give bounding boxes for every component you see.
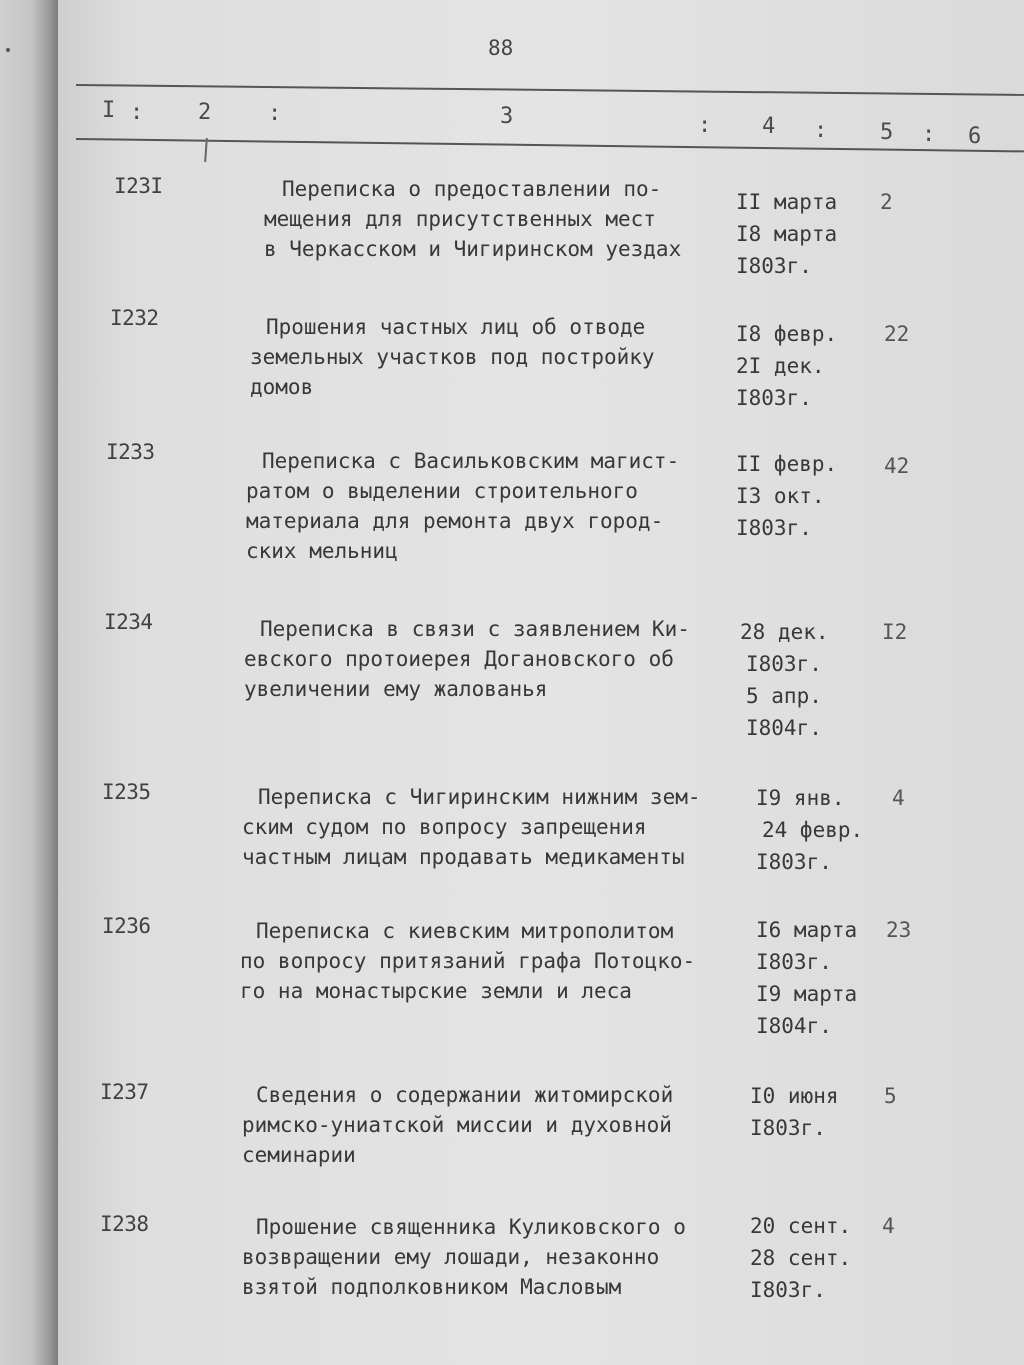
entry-date-line: I803г.	[756, 850, 832, 874]
entry-title-line: домов	[250, 375, 314, 399]
entry-date-line: I803г.	[746, 652, 822, 676]
ink-speck	[6, 48, 10, 52]
entry-date-line: 20 сент.	[750, 1214, 852, 1238]
entry-title	[250, 312, 655, 402]
entry-date-line: I804г.	[756, 1014, 832, 1038]
entry-date-line: 5 апр.	[746, 684, 822, 708]
entry-sheet-count: 22	[884, 322, 910, 346]
header-col-6: 6	[968, 124, 982, 149]
entry-title	[246, 446, 680, 566]
entry-date-line: II февр.	[736, 452, 838, 476]
header-col-4: 4	[762, 114, 776, 139]
entry-date-line: I9 марта	[756, 982, 858, 1006]
entry-date-line: I0 июня	[750, 1084, 839, 1108]
entry-title-line: Переписка в связи с заявлением Ки-	[260, 617, 690, 641]
entry-date-line: 2I дек.	[736, 354, 825, 378]
header-separator: :	[268, 101, 282, 126]
entry-number: I234	[104, 610, 153, 634]
entry-title-line: Переписка с Васильковским магист-	[262, 449, 680, 473]
entry-number: I238	[100, 1212, 149, 1236]
entry-title	[242, 782, 701, 872]
entry-title-line: по вопросу притязаний графа Потоцко-	[240, 949, 696, 973]
entry-date-line: I6 марта	[756, 918, 858, 942]
entry-number: I237	[100, 1080, 149, 1104]
entry-title-line: ских мельниц	[246, 539, 398, 563]
page-number: 88	[488, 36, 514, 60]
entry-title-line: Сведения о содержании житомирской	[256, 1083, 674, 1107]
entry-date-line: I803г.	[736, 516, 812, 540]
entry-title-line: мещения для присутственных мест	[264, 207, 656, 231]
entry-date-line: 28 сент.	[750, 1246, 852, 1270]
entry-date-line: I3 окт.	[736, 484, 825, 508]
entry-date-line: I803г.	[736, 254, 812, 278]
entry-title-line: Переписка с киевским митрополитом	[256, 919, 674, 943]
entry-dates	[736, 186, 837, 282]
entry-sheet-count: 4	[882, 1214, 895, 1238]
entry-title-line: ратом о выделении строительного	[246, 479, 638, 503]
entry-title-line: взятой подполковником Масловым	[242, 1275, 622, 1299]
entry-title-line: римско-униатской миссии и духовной	[242, 1113, 672, 1137]
entry-title	[242, 1212, 686, 1302]
entry-number: I23I	[114, 174, 163, 198]
header-separator: :	[698, 113, 712, 138]
entry-date-line: I803г.	[736, 386, 812, 410]
entry-date-line: I803г.	[750, 1278, 826, 1302]
entry-date-line: I9 янв.	[756, 786, 845, 810]
entry-title-line: евского протоиерея Догановского об	[244, 647, 674, 671]
entry-title	[242, 1080, 674, 1170]
entry-number: I236	[102, 914, 151, 938]
header-separator: :	[130, 100, 144, 125]
entry-title-line: материала для ремонта двух город-	[246, 509, 664, 533]
entry-title-line: в Черкасском и Чигиринском уездах	[264, 237, 682, 261]
entry-sheet-count: 2	[880, 190, 893, 214]
entry-date-line: 24 февр.	[762, 818, 864, 842]
entry-title-line: увеличении ему жалованья	[244, 677, 548, 701]
entry-title-line: семинарии	[242, 1143, 356, 1167]
entry-date-line: II марта	[736, 190, 838, 214]
entry-dates	[736, 318, 837, 414]
entry-dates	[756, 914, 857, 1042]
entry-date-line: I8 февр.	[736, 322, 838, 346]
entry-title	[244, 614, 690, 704]
entry-dates	[750, 1210, 851, 1306]
entry-sheet-count: 42	[884, 454, 910, 478]
entry-date-line: I8 марта	[736, 222, 838, 246]
entry-title	[240, 916, 696, 1006]
entry-dates	[740, 616, 829, 744]
entry-title-line: частным лицам продавать медикаменты	[242, 845, 685, 869]
entry-date-line: I803г.	[756, 950, 832, 974]
entry-number: I235	[102, 780, 151, 804]
entry-date-line: 28 дек.	[740, 620, 829, 644]
entry-dates	[756, 782, 863, 878]
entry-dates	[736, 448, 837, 544]
page-binding-edge	[0, 0, 58, 1365]
entry-number: I233	[106, 440, 155, 464]
entry-title-line: ским судом по вопросу запрещения	[242, 815, 647, 839]
entry-date-line: I803г.	[750, 1116, 826, 1140]
header-separator: :	[922, 122, 936, 147]
entry-dates	[750, 1080, 839, 1144]
entry-title-line: го на монастырские земли и леса	[240, 979, 632, 1003]
entry-title-line: земельных участков под постройку	[250, 345, 655, 369]
entry-title-line: возвращении ему лошади, незаконно	[242, 1245, 660, 1269]
header-separator: :	[814, 118, 828, 143]
entry-title-line: Прошения частных лиц об отводе	[266, 315, 646, 339]
header-col-1: I	[102, 98, 116, 123]
header-col-3: 3	[500, 104, 514, 129]
entry-sheet-count: 4	[892, 786, 905, 810]
entry-title	[264, 174, 682, 264]
entry-title-line: Переписка с Чигиринским нижним зем-	[258, 785, 701, 809]
entry-title-line: Переписка о предоставлении по-	[282, 177, 662, 201]
entry-title-line: Прошение священника Куликовского о	[256, 1215, 686, 1239]
header-col-5: 5	[880, 120, 894, 145]
entry-sheet-count: 23	[886, 918, 912, 942]
header-col-2: 2	[198, 100, 212, 125]
entry-date-line: I804г.	[746, 716, 822, 740]
entry-sheet-count: 5	[884, 1084, 897, 1108]
entry-number: I232	[110, 306, 159, 330]
entry-sheet-count: I2	[882, 620, 908, 644]
